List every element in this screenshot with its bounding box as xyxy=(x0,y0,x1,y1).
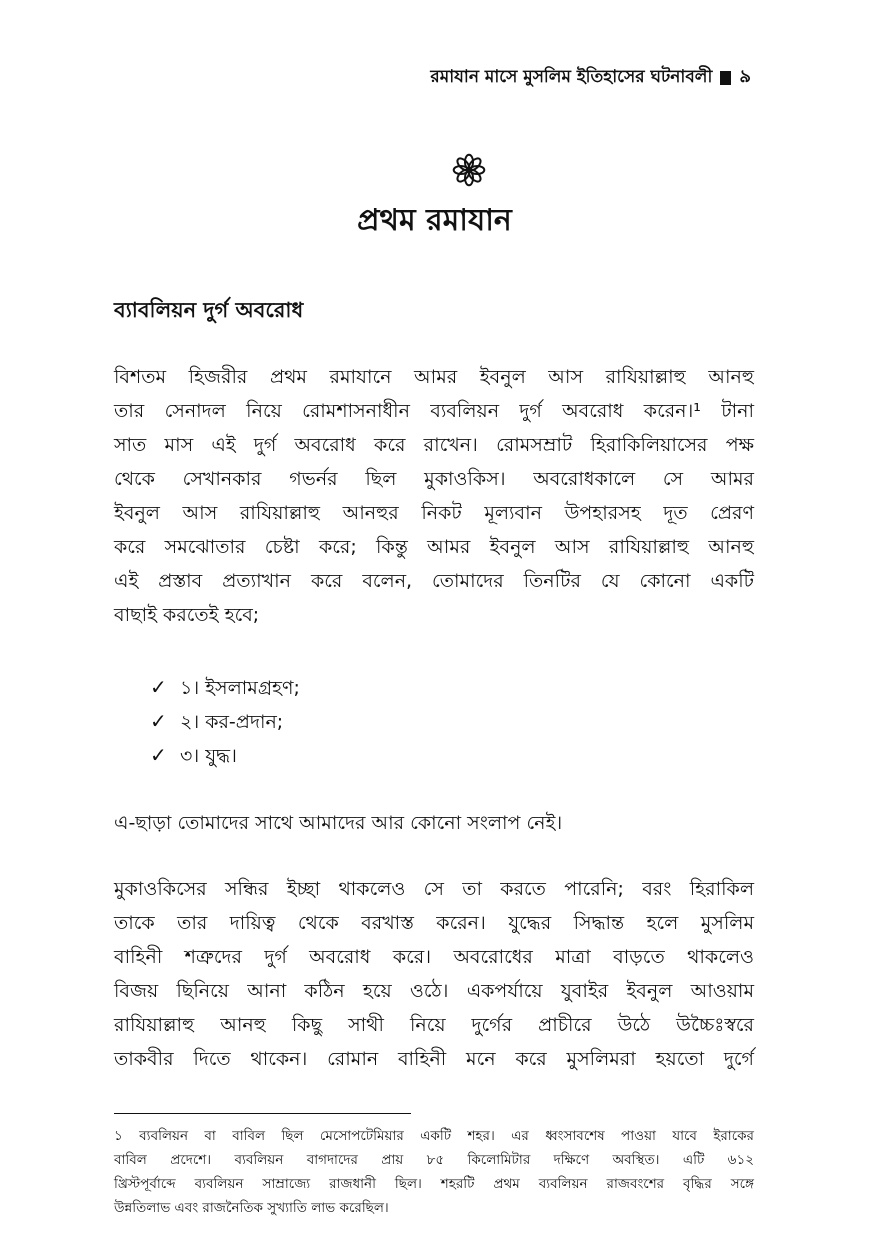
page-number: ৯ xyxy=(739,66,751,87)
checklist-item-text: ৩। যুদ্ধ। xyxy=(180,745,237,767)
paragraph-line: সাত মাস এই দুর্গ অবরোধ করে রাখেন। রোমসম্রাট হিরাকিলিয়াসের পক্ষ xyxy=(114,434,754,456)
checklist-item xyxy=(150,670,300,704)
checklist-item-text: ১। ইসলামগ্রহণ; xyxy=(180,677,300,699)
running-title: রমাযান মাসে মুসলিম ইতিহাসের ঘটনাবলী xyxy=(430,66,713,87)
paragraph-line: তাকে তার দায়িত্ব থেকে বরখাস্ত করেন। যুদ্ধের সিদ্ধান্ত হলে মুসলিম xyxy=(114,912,754,934)
checklist-item xyxy=(150,738,300,772)
paragraph-line: বিশতম হিজরীর প্রথম রমাযানে আমর ইবনুল আস রাযিয়াল্লাহু আনহু xyxy=(114,366,754,388)
running-header xyxy=(430,62,751,93)
footnote xyxy=(114,1124,754,1220)
footnote-divider xyxy=(114,1113,411,1114)
paragraph-line: বাছাই করতেই হবে; xyxy=(114,604,260,626)
section-heading: ব্যাবলিয়ন দুর্গ অবরোধ xyxy=(114,298,304,322)
options-checklist xyxy=(150,670,300,772)
paragraph-line: রাযিয়াল্লাহু আনহু কিছু সাথী নিয়ে দুর্গের প্রাচীরে উঠে উচ্চৈঃস্বরে xyxy=(114,1014,754,1036)
paragraph-line: ইবনুল আস রাযিয়াল্লাহু আনহুর নিকট মূল্যবান উপহারসহ দূত প্রেরণ xyxy=(114,502,754,524)
square-bullet-icon xyxy=(720,71,731,85)
paragraph-line: করে সমঝোতার চেষ্টা করে; কিন্তু আমর ইবনুল আস রাযিয়াল্লাহু আনহু xyxy=(114,536,754,558)
paragraph-ultimatum: এ-ছাড়া তোমাদের সাথে আমাদের আর কোনো সংলাপ নেই। xyxy=(114,812,563,834)
check-icon: ✓ xyxy=(150,743,167,767)
flower-ornament-icon xyxy=(451,152,487,188)
footnote-line: উন্নতিলাভ এবং রাজনৈতিক সুখ্যাতি লাভ করেছিল। xyxy=(114,1200,389,1216)
check-icon: ✓ xyxy=(150,675,167,699)
footnote-line: ১ ব্যবলিয়ন বা বাবিল ছিল মেসোপটেমিয়ার একটি শহর। এর ধ্বংসাবশেষ পাওয়া যাবে ইরাকের xyxy=(114,1128,754,1144)
chapter-title: প্রথম রমাযান xyxy=(357,203,512,238)
paragraph-line: বাহিনী শত্রুদের দুর্গ অবরোধ করে। অবরোধের মাত্রা বাড়তে থাকলেও xyxy=(114,946,754,968)
checklist-item xyxy=(150,704,300,738)
paragraph-line: এই প্রস্তাব প্রত্যাখান করে বলেন, তোমাদের তিনটির যে কোনো একটি xyxy=(114,570,754,592)
paragraph-intro xyxy=(114,360,754,632)
paragraph-line: মুকাওকিসের সন্ধির ইচ্ছা থাকলেও সে তা করতে পারেনি; বরং হিরাকিল xyxy=(114,878,754,900)
paragraph-line: বিজয় ছিনিয়ে আনা কঠিন হয়ে ওঠে। একপর্যায়ে যুবাইর ইবনুল আওয়াম xyxy=(114,980,754,1002)
paragraph-line: তাকবীর দিতে থাকেন। রোমান বাহিনী মনে করে মুসলিমরা হয়তো দুর্গে xyxy=(114,1048,754,1070)
paragraph-siege xyxy=(114,872,754,1076)
footnote-line: বাবিল প্রদেশে। ব্যবলিয়ন বাগদাদের প্রায় ৮৫ কিলোমিটার দক্ষিণে অবস্থিত। এটি ৬১২ xyxy=(114,1152,754,1168)
check-icon: ✓ xyxy=(150,709,167,733)
footnote-line: খ্রিস্টপূর্বাব্দে ব্যবলিয়ন সাম্রাজ্যে রাজধানী ছিল। শহরটি প্রথম ব্যবলিয়ন রাজবংশের বৃদ্ধির সঙ্গে xyxy=(114,1176,754,1192)
paragraph-line: তার সেনাদল নিয়ে রোমশাসনাধীন ব্যবলিয়ন দুর্গ অবরোধ করেন।¹ টানা xyxy=(114,400,754,422)
paragraph-line: থেকে সেখানকার গভর্নর ছিল মুকাওকিস। অবরোধকালে সে আমর xyxy=(114,468,754,490)
checklist-item-text: ২। কর-প্রদান; xyxy=(180,711,284,733)
